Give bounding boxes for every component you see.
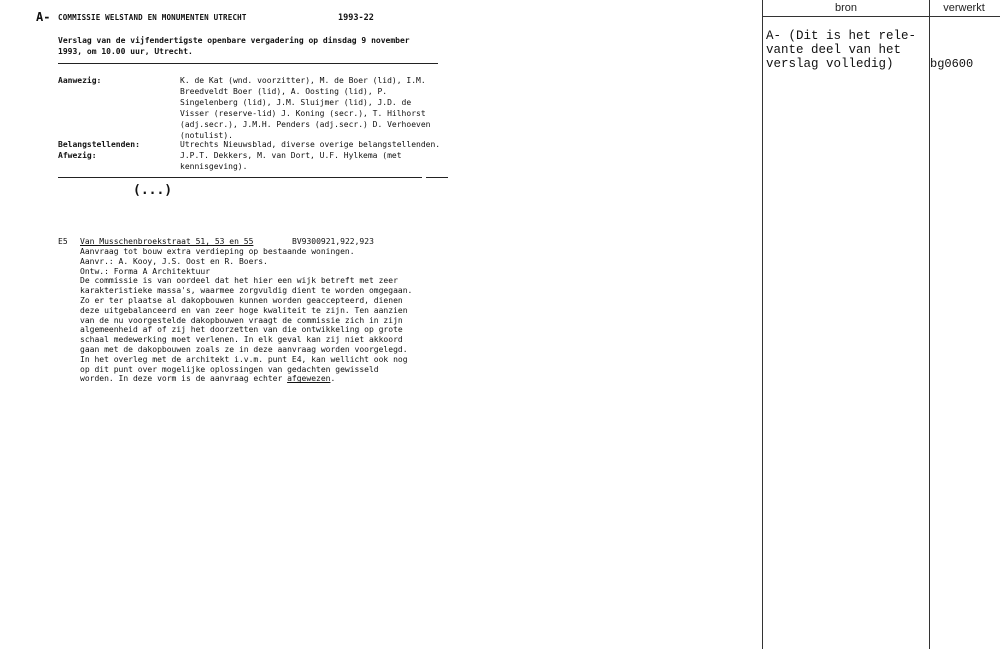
report-number: 1993-22 [338, 13, 374, 23]
body-line: Aanvraag tot bouw extra verdieping op bestaande woningen. [80, 247, 355, 256]
omission-marker: (...) [133, 183, 173, 198]
interested-list: Utrechts Nieuwsblad, diverse overige belangstellenden. [180, 140, 441, 149]
body-line: Ontw.: Forma A Architektuur [80, 266, 211, 276]
present-line: Singelenberg (lid), J.M. Sluijmer (lid), J.D. de [180, 98, 412, 107]
present-line: K. de Kat (wnd. voorzitter), M. de Boer (lid), I.M. [180, 76, 426, 85]
present-line: Visser (reserve-lid) J. Koning (secr.), T. Hilhorst [180, 109, 426, 118]
body-line: In het overleg met de architekt i.v.m. punt E4, kan wellicht ook nog [80, 354, 408, 364]
body-last-line-text: worden. In deze vorm is de aanvraag echter [80, 374, 288, 384]
divider-rule [58, 177, 422, 178]
body-line: Zo er ter plaatse al dakopbouwen kunnen worden geaccepteerd, dienen [80, 295, 403, 305]
divider-rule [58, 63, 438, 64]
present-list [180, 75, 430, 141]
decision-word: afgewezen [287, 374, 331, 384]
bron-header: bron [763, 0, 929, 17]
present-line: (notulist). [180, 131, 233, 140]
body-line: algemeenheid af of zij het doorzetten van die ontwikkeling op grote [80, 325, 403, 335]
absent-label: Afwezig: [58, 151, 97, 160]
body-line: schaal medewerking moet verlenen. In elk geval kan zij niet akkoord [80, 335, 403, 345]
body-last-line [80, 374, 412, 384]
verwerkt-header: verwerkt [928, 0, 1000, 17]
body-line: op dit punt over mogelijke oplossingen van gedachten gewisseld [80, 364, 379, 374]
bron-note: A- (Dit is het rele- vante deel van het verslag volledig) [766, 29, 917, 71]
present-line: (adj.secr.), J.M.H. Penders (adj.secr.) D. Verhoeven [180, 120, 431, 129]
absent-line: J.P.T. Dekkers, M. van Dort, U.F. Hylkema (met [180, 151, 402, 160]
present-line: Breedveldt Boer (lid), A. Oosting (lid), P. [180, 87, 388, 96]
interested-label: Belangstellenden: [58, 140, 140, 149]
body-line: De commissie is van oordeel dat het hier een wijk betreft met zeer [80, 276, 398, 286]
title-line: Verslag van de vijfendertigste openbare vergadering op dinsdag 9 november [58, 36, 410, 45]
body-line: karakteristieke massa's, waarmee zorgvuldig dient te worden omgegaan. [80, 286, 413, 296]
body-line: van de nu voorgestelde dakopbouwen vraagt de commissie zich in zijn [80, 315, 403, 325]
report-title [58, 35, 410, 57]
body-line: Aanvr.: A. Kooy, J.S. Oost en R. Boers. [80, 256, 268, 266]
agenda-item-number: E5 [58, 237, 68, 246]
agenda-item-title: Van Musschenbroekstraat 51, 53 en 55 [80, 237, 254, 246]
present-label: Aanwezig: [58, 76, 102, 85]
document-marker: A- [36, 10, 51, 24]
absent-line: kennisgeving). [180, 162, 248, 171]
verwerkt-column [928, 0, 1000, 649]
bron-column [762, 0, 930, 649]
agenda-item-body [80, 247, 412, 384]
body-line: deze uitgebalanceerd en van zeer hoge kwaliteit te zijn. Ten aanzien [80, 305, 408, 315]
agenda-item-reference: BV9300921,922,923 [292, 237, 374, 246]
divider-rule [426, 177, 448, 178]
verwerkt-code: bg0600 [930, 57, 974, 71]
absent-list [180, 150, 402, 172]
body-line: gaan met de dakopbouwen zoals ze in deze aanvraag worden voorgelegd. [80, 344, 408, 354]
title-line: 1993, om 10.00 uur, Utrecht. [58, 47, 193, 56]
committee-name: COMMISSIE WELSTAND EN MONUMENTEN UTRECHT [58, 13, 247, 22]
body-last-line-end: . [330, 374, 336, 384]
